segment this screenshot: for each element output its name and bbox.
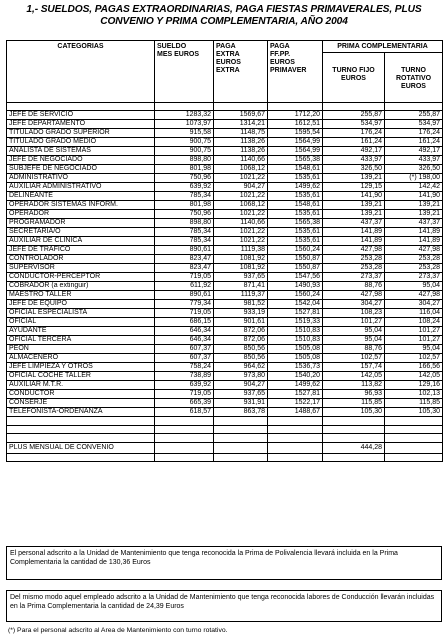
header-categorias: CATEGORIAS — [7, 41, 155, 103]
row-sueldo: 823,47 — [155, 255, 214, 264]
row-paga-extra: 1148,75 — [214, 129, 268, 138]
row-turno-rotativo: 427,98 — [385, 246, 443, 255]
row-turno-rotativo: 427,98 — [385, 291, 443, 300]
row-paga-extra: 1138,26 — [214, 138, 268, 147]
row-categoria: OFICIAL TERCERA — [7, 336, 155, 345]
row-paga-ffpp: 1560,24 — [268, 291, 323, 300]
row-categoria: JEFE DEPARTAMENTO — [7, 120, 155, 129]
table-row — [7, 156, 443, 165]
row-paga-ffpp: 1542,04 — [268, 300, 323, 309]
title-line-1: 1,- SUELDOS, PAGAS EXTRAORDINARIAS, PAGA FIESTAS PRIMAVERALES, PLUS — [26, 4, 422, 15]
plus-label: PLUS MENSUAL DE CONVENIO — [7, 442, 155, 453]
row-turno-rotativo: 101,27 — [385, 336, 443, 345]
row-categoria: JEFE DE TRÁFICO — [7, 246, 155, 255]
row-categoria: TELEFONISTA-ORDENANZA — [7, 408, 155, 417]
table-row — [7, 129, 443, 138]
row-paga-ffpp: 1550,87 — [268, 264, 323, 273]
row-paga-ffpp: 1510,83 — [268, 327, 323, 336]
row-turno-rotativo: 139,21 — [385, 210, 443, 219]
header-turno-fijo: TURNO FIJO EUROS — [323, 53, 385, 103]
row-turno-fijo: 141,89 — [323, 237, 385, 246]
row-paga-ffpp: 1505,08 — [268, 345, 323, 354]
row-paga-extra: 964,62 — [214, 363, 268, 372]
row-paga-ffpp: 1565,38 — [268, 219, 323, 228]
row-sueldo: 890,61 — [155, 246, 214, 255]
row-turno-fijo: 139,21 — [323, 210, 385, 219]
row-paga-extra: 850,56 — [214, 354, 268, 363]
row-paga-ffpp: 1595,54 — [268, 129, 323, 138]
row-turno-rotativo: 492,17 — [385, 147, 443, 156]
row-turno-rotativo: 129,16 — [385, 381, 443, 390]
row-paga-extra: 981,52 — [214, 300, 268, 309]
row-paga-extra: 1021,22 — [214, 210, 268, 219]
row-paga-extra: 863,78 — [214, 408, 268, 417]
row-paga-ffpp: 1535,61 — [268, 237, 323, 246]
document-title — [6, 4, 442, 28]
table-row — [7, 255, 443, 264]
table-row — [7, 309, 443, 318]
table-row — [7, 327, 443, 336]
row-categoria: OFICIAL ESPECIALISTA — [7, 309, 155, 318]
row-sueldo: 646,34 — [155, 327, 214, 336]
row-paga-extra: 1021,22 — [214, 228, 268, 237]
row-categoria: JEFE LIMPIEZA Y OTROS — [7, 363, 155, 372]
row-paga-ffpp: 1564,99 — [268, 138, 323, 147]
salary-table — [6, 40, 443, 462]
row-sueldo: 719,05 — [155, 273, 214, 282]
note-polivalencia: El personal adscrito a la Unidad de Mantenimiento que tenga reconocida la Prima de Polivalencia llevará incluida en la Prima Complementaria la cantidad de 130,36 Euros — [6, 546, 442, 580]
row-paga-extra: 1119,37 — [214, 291, 268, 300]
table-row — [7, 120, 443, 129]
row-sueldo: 801,98 — [155, 165, 214, 174]
row-paga-extra: 937,65 — [214, 273, 268, 282]
row-categoria: CONDUCTOR-PERCEPTOR — [7, 273, 155, 282]
row-paga-ffpp: 1540,20 — [268, 372, 323, 381]
row-turno-fijo: 157,74 — [323, 363, 385, 372]
row-paga-extra: 1119,38 — [214, 246, 268, 255]
row-sueldo: 785,34 — [155, 237, 214, 246]
row-turno-fijo: 437,37 — [323, 219, 385, 228]
row-turno-fijo: 101,27 — [323, 318, 385, 327]
table-row — [7, 165, 443, 174]
row-turno-fijo: 161,24 — [323, 138, 385, 147]
row-categoria: CONSERJE — [7, 399, 155, 408]
row-categoria: ANALISTA DE SISTEMAS — [7, 147, 155, 156]
row-categoria: AUXILIAR ADMINISTRATIVO — [7, 183, 155, 192]
row-categoria: TITULADO GRADO SUPERIOR — [7, 129, 155, 138]
row-paga-ffpp: 1522,17 — [268, 399, 323, 408]
row-categoria: PROGRAMADOR — [7, 219, 155, 228]
row-turno-rotativo: 437,37 — [385, 219, 443, 228]
row-turno-fijo: 139,21 — [323, 201, 385, 210]
row-turno-rotativo: 95,04 — [385, 282, 443, 291]
row-paga-extra: 1314,21 — [214, 120, 268, 129]
row-paga-ffpp: 1499,62 — [268, 381, 323, 390]
row-categoria: OFICIAL — [7, 318, 155, 327]
row-turno-fijo: 141,90 — [323, 192, 385, 201]
table-row — [7, 174, 443, 183]
row-sueldo: 779,34 — [155, 300, 214, 309]
row-turno-fijo: 142,05 — [323, 372, 385, 381]
row-sueldo: 738,89 — [155, 372, 214, 381]
row-categoria: JEFE DE NEGOCIADO — [7, 156, 155, 165]
row-sueldo: 686,15 — [155, 318, 214, 327]
row-categoria: DELINEANTE — [7, 192, 155, 201]
row-paga-extra: 1081,92 — [214, 264, 268, 273]
row-turno-fijo: 255,87 — [323, 111, 385, 120]
row-paga-ffpp: 1565,38 — [268, 156, 323, 165]
table-row — [7, 237, 443, 246]
table-row — [7, 399, 443, 408]
row-paga-ffpp: 1548,61 — [268, 165, 323, 174]
row-sueldo: 607,37 — [155, 345, 214, 354]
row-turno-rotativo: 166,56 — [385, 363, 443, 372]
row-sueldo: 1073,97 — [155, 120, 214, 129]
table-row — [7, 183, 443, 192]
row-paga-extra: 1021,22 — [214, 192, 268, 201]
table-row — [7, 138, 443, 147]
row-categoria: TITULADO GRADO MEDIO — [7, 138, 155, 147]
row-categoria: CONTROLADOR — [7, 255, 155, 264]
row-turno-rotativo: 304,27 — [385, 300, 443, 309]
row-turno-fijo: 273,37 — [323, 273, 385, 282]
row-sueldo: 665,39 — [155, 399, 214, 408]
row-turno-rotativo: 102,57 — [385, 354, 443, 363]
row-paga-extra: 1140,66 — [214, 156, 268, 165]
row-turno-fijo: 253,28 — [323, 255, 385, 264]
row-paga-ffpp: 1547,56 — [268, 273, 323, 282]
row-turno-rotativo: 534,97 — [385, 120, 443, 129]
table-row — [7, 264, 443, 273]
table-row — [7, 390, 443, 399]
row-turno-fijo: 102,57 — [323, 354, 385, 363]
row-paga-ffpp: 1712,20 — [268, 111, 323, 120]
table-row — [7, 111, 443, 120]
row-turno-fijo: 88,76 — [323, 345, 385, 354]
row-sueldo: 1283,32 — [155, 111, 214, 120]
row-paga-extra: 1138,26 — [214, 147, 268, 156]
row-turno-fijo: 253,28 — [323, 264, 385, 273]
row-paga-extra: 1021,22 — [214, 174, 268, 183]
table-body — [7, 111, 443, 417]
note-conduccion: Del mismo modo aquel empleado adscrito a la Unidad de Mantenimiento que tenga reconocida labores de Conducción llevarán incluidas en la Prima Complementaria la cantidad de 24,39 Euros — [6, 590, 442, 622]
row-paga-extra: 937,65 — [214, 390, 268, 399]
row-turno-rotativo: 102,13 — [385, 390, 443, 399]
row-paga-extra: 933,19 — [214, 309, 268, 318]
row-turno-rotativo: 141,90 — [385, 192, 443, 201]
row-turno-rotativo: 141,89 — [385, 237, 443, 246]
row-paga-extra: 904,27 — [214, 381, 268, 390]
row-turno-rotativo: 433,97 — [385, 156, 443, 165]
row-turno-rotativo: 255,87 — [385, 111, 443, 120]
row-sueldo: 898,80 — [155, 219, 214, 228]
row-turno-fijo: 95,04 — [323, 336, 385, 345]
row-sueldo: 900,75 — [155, 147, 214, 156]
row-turno-fijo: 129,15 — [323, 183, 385, 192]
row-categoria: AYUDANTE — [7, 327, 155, 336]
table-row — [7, 201, 443, 210]
table-row — [7, 219, 443, 228]
row-sueldo: 639,92 — [155, 183, 214, 192]
row-paga-ffpp: 1519,33 — [268, 318, 323, 327]
header-turno-rotativo: TURNO ROTATIVO EUROS — [385, 53, 443, 103]
row-paga-ffpp: 1548,61 — [268, 201, 323, 210]
row-turno-fijo: 492,17 — [323, 147, 385, 156]
row-paga-ffpp: 1535,61 — [268, 228, 323, 237]
row-turno-fijo: 326,50 — [323, 165, 385, 174]
row-turno-rotativo: 253,28 — [385, 255, 443, 264]
header-paga-extra: PAGA EXTRA EUROS EXTRA — [214, 41, 268, 103]
row-paga-ffpp: 1560,24 — [268, 246, 323, 255]
row-paga-ffpp: 1488,67 — [268, 408, 323, 417]
table-row — [7, 354, 443, 363]
row-turno-fijo: 433,97 — [323, 156, 385, 165]
row-categoria: SUPERVISOR — [7, 264, 155, 273]
row-turno-rotativo: 142,42 — [385, 183, 443, 192]
row-sueldo: 607,37 — [155, 354, 214, 363]
table-row — [7, 246, 443, 255]
table-row — [7, 318, 443, 327]
row-turno-rotativo: 176,24 — [385, 129, 443, 138]
row-paga-extra: 1081,92 — [214, 255, 268, 264]
row-paga-ffpp: 1505,08 — [268, 354, 323, 363]
row-paga-ffpp: 1535,61 — [268, 192, 323, 201]
row-sueldo: 719,05 — [155, 390, 214, 399]
row-sueldo: 611,92 — [155, 282, 214, 291]
row-sueldo: 646,34 — [155, 336, 214, 345]
row-categoria: SECRETARIA/O — [7, 228, 155, 237]
row-turno-rotativo: 161,24 — [385, 138, 443, 147]
row-turno-rotativo: 273,37 — [385, 273, 443, 282]
row-paga-extra: 1068,12 — [214, 201, 268, 210]
table-row — [7, 372, 443, 381]
row-categoria: OPERADOR — [7, 210, 155, 219]
row-paga-ffpp: 1527,81 — [268, 309, 323, 318]
row-paga-ffpp: 1612,51 — [268, 120, 323, 129]
table-row — [7, 408, 443, 417]
row-paga-extra: 872,06 — [214, 327, 268, 336]
row-paga-extra: 973,80 — [214, 372, 268, 381]
row-categoria: COBRADOR (a extinguir) — [7, 282, 155, 291]
table-row — [7, 300, 443, 309]
row-turno-fijo: 105,30 — [323, 408, 385, 417]
row-paga-extra: 1021,22 — [214, 237, 268, 246]
table-row — [7, 147, 443, 156]
row-sueldo: 750,96 — [155, 174, 214, 183]
row-turno-rotativo: 116,04 — [385, 309, 443, 318]
row-categoria: OFICIAL COCHE TALLER — [7, 372, 155, 381]
row-paga-extra: 1140,66 — [214, 219, 268, 228]
row-paga-extra: 1569,67 — [214, 111, 268, 120]
row-turno-rotativo: 115,85 — [385, 399, 443, 408]
table-row — [7, 345, 443, 354]
row-turno-fijo: 176,24 — [323, 129, 385, 138]
row-paga-ffpp: 1535,61 — [268, 210, 323, 219]
row-sueldo: 823,47 — [155, 264, 214, 273]
row-turno-fijo: 88,76 — [323, 282, 385, 291]
row-turno-fijo: 427,98 — [323, 246, 385, 255]
row-sueldo: 758,24 — [155, 363, 214, 372]
table-row — [7, 192, 443, 201]
row-turno-fijo: 139,21 — [323, 174, 385, 183]
row-paga-extra: 872,06 — [214, 336, 268, 345]
row-turno-fijo: 427,98 — [323, 291, 385, 300]
row-turno-rotativo: 105,30 — [385, 408, 443, 417]
row-paga-extra: 901,61 — [214, 318, 268, 327]
row-sueldo: 618,57 — [155, 408, 214, 417]
row-categoria: OPERADOR SISTEMAS INFORM. — [7, 201, 155, 210]
table-row — [7, 363, 443, 372]
row-turno-fijo: 141,89 — [323, 228, 385, 237]
row-categoria: ADMINISTRATIVO — [7, 174, 155, 183]
row-turno-rotativo: 101,27 — [385, 327, 443, 336]
row-categoria: JEFE DE EQUIPO — [7, 300, 155, 309]
row-categoria: AUXILIAR M.T.R. — [7, 381, 155, 390]
table-row — [7, 336, 443, 345]
row-categoria: MAESTRO TALLER — [7, 291, 155, 300]
row-sueldo: 750,96 — [155, 210, 214, 219]
row-turno-fijo: 95,04 — [323, 327, 385, 336]
row-paga-ffpp: 1510,83 — [268, 336, 323, 345]
row-turno-rotativo: 142,05 — [385, 372, 443, 381]
row-turno-fijo: 96,93 — [323, 390, 385, 399]
row-sueldo: 801,98 — [155, 201, 214, 210]
row-categoria: ALMACENERO — [7, 354, 155, 363]
row-turno-rotativo: (*) 198,00 — [385, 174, 443, 183]
table-row — [7, 381, 443, 390]
row-categoria: AUXILIAR DE CLÍNICA — [7, 237, 155, 246]
row-paga-ffpp: 1564,99 — [268, 147, 323, 156]
row-turno-fijo: 108,23 — [323, 309, 385, 318]
row-paga-ffpp: 1550,87 — [268, 255, 323, 264]
row-turno-fijo: 115,85 — [323, 399, 385, 408]
row-categoria: JEFE DE SERVICIO — [7, 111, 155, 120]
row-sueldo: 900,75 — [155, 138, 214, 147]
row-paga-ffpp: 1499,62 — [268, 183, 323, 192]
row-sueldo: 890,61 — [155, 291, 214, 300]
row-paga-ffpp: 1527,81 — [268, 390, 323, 399]
row-paga-ffpp: 1536,73 — [268, 363, 323, 372]
row-turno-fijo: 113,82 — [323, 381, 385, 390]
row-paga-extra: 1068,12 — [214, 165, 268, 174]
row-turno-rotativo: 139,21 — [385, 201, 443, 210]
row-paga-extra: 850,56 — [214, 345, 268, 354]
table-row — [7, 273, 443, 282]
row-sueldo: 898,80 — [155, 156, 214, 165]
row-turno-rotativo: 326,50 — [385, 165, 443, 174]
row-sueldo: 915,58 — [155, 129, 214, 138]
row-categoria: SUBJEFE DE NEGOCIADO — [7, 165, 155, 174]
row-turno-fijo: 304,27 — [323, 300, 385, 309]
row-paga-extra: 904,27 — [214, 183, 268, 192]
plus-value: 444,28 — [323, 442, 385, 453]
row-turno-rotativo: 141,89 — [385, 228, 443, 237]
row-turno-rotativo: 253,28 — [385, 264, 443, 273]
row-paga-extra: 871,41 — [214, 282, 268, 291]
row-paga-ffpp: 1490,93 — [268, 282, 323, 291]
row-sueldo: 639,92 — [155, 381, 214, 390]
row-turno-rotativo: 95,04 — [385, 345, 443, 354]
header-paga-ffpp: PAGA FF.PP. EUROS PRIMAVER — [268, 41, 323, 103]
row-sueldo: 785,34 — [155, 192, 214, 201]
table-row — [7, 282, 443, 291]
table-row — [7, 291, 443, 300]
table-row — [7, 210, 443, 219]
row-paga-extra: 931,91 — [214, 399, 268, 408]
title-line-2: CONVENIO Y PRIMA COMPLEMENTARIA, AÑO 2004 — [100, 16, 348, 27]
table-row — [7, 228, 443, 237]
row-sueldo: 785,34 — [155, 228, 214, 237]
row-paga-ffpp: 1535,61 — [268, 174, 323, 183]
footnote: (*) Para el personal adscrito al Area de Mantenimiento con turno rotativo. — [8, 627, 228, 634]
row-categoria: PEON — [7, 345, 155, 354]
row-turno-rotativo: 108,24 — [385, 318, 443, 327]
row-turno-fijo: 534,97 — [323, 120, 385, 129]
row-sueldo: 719,05 — [155, 309, 214, 318]
header-sueldo: SUELDO MES EUROS — [155, 41, 214, 103]
header-prima-complementaria: PRIMA COMPLEMENTARIA — [323, 41, 443, 53]
row-categoria: CONDUCTOR — [7, 390, 155, 399]
